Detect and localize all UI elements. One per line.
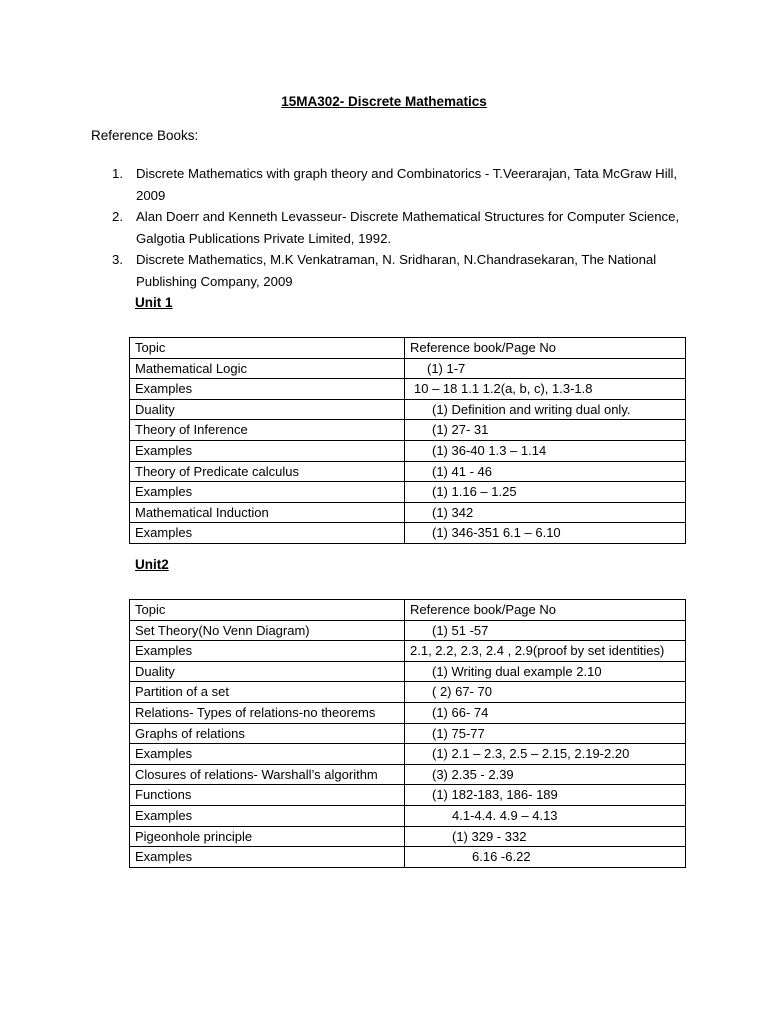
topic-cell: Examples: [130, 744, 405, 765]
reference-number: 1.: [112, 166, 123, 181]
topic-cell: Functions: [130, 785, 405, 806]
unit2-title: Unit2: [135, 557, 169, 572]
table-header-row: [130, 338, 686, 359]
reference-cell: (1) 41 - 46: [405, 461, 686, 482]
reference-number: 2.: [112, 209, 123, 224]
reference-cell: (1) 27- 31: [405, 420, 686, 441]
reference-cell: (1) 346-351 6.1 – 6.10: [405, 523, 686, 544]
reference-cell: (1) Definition and writing dual only.: [405, 399, 686, 420]
table-row: [130, 620, 686, 641]
header-reference: Reference book/Page No: [405, 338, 686, 359]
reference-cell: (1) 36-40 1.3 – 1.14: [405, 440, 686, 461]
reference-cell: (1) 66- 74: [405, 702, 686, 723]
unit2-table: [129, 599, 686, 868]
topic-cell: Examples: [130, 805, 405, 826]
topic-cell: Examples: [130, 847, 405, 868]
table-row: [130, 440, 686, 461]
reference-cell: (1) 51 -57: [405, 620, 686, 641]
table-row: [130, 826, 686, 847]
topic-cell: Theory of Inference: [130, 420, 405, 441]
table-row: [130, 482, 686, 503]
reference-cell: (1) 342: [405, 502, 686, 523]
table-row: [130, 379, 686, 400]
reference-cell: (1) 329 - 332: [405, 826, 686, 847]
table-header-row: [130, 600, 686, 621]
reference-cell: (1) Writing dual example 2.10: [405, 661, 686, 682]
reference-cell: (1) 1-7: [405, 358, 686, 379]
topic-cell: Theory of Predicate calculus: [130, 461, 405, 482]
reference-text: Discrete Mathematics, M.K Venkatraman, N. Sridharan, N.Chandrasekaran, The National Publishing Company, 2009: [136, 252, 657, 289]
header-topic: Topic: [130, 600, 405, 621]
reference-cell: ( 2) 67- 70: [405, 682, 686, 703]
table-row: [130, 399, 686, 420]
reference-cell: (1) 182-183, 186- 189: [405, 785, 686, 806]
table-row: [130, 682, 686, 703]
table-row: [130, 502, 686, 523]
reference-text: Discrete Mathematics with graph theory and Combinatorics - T.Veerarajan, Tata McGraw Hill, 2009: [136, 166, 678, 203]
reference-cell: (1) 1.16 – 1.25: [405, 482, 686, 503]
topic-cell: Set Theory(No Venn Diagram): [130, 620, 405, 641]
topic-cell: Duality: [130, 399, 405, 420]
table-row: [130, 661, 686, 682]
table-row: [130, 764, 686, 785]
table-row: [130, 847, 686, 868]
reference-item: [112, 163, 682, 206]
unit1-table: [129, 337, 686, 544]
table-row: [130, 641, 686, 662]
table-row: [130, 744, 686, 765]
reference-cell: 10 – 18 1.1 1.2(a, b, c), 1.3-1.8: [405, 379, 686, 400]
topic-cell: Examples: [130, 379, 405, 400]
table-row: [130, 723, 686, 744]
topic-cell: Examples: [130, 440, 405, 461]
reference-books-heading: Reference Books:: [91, 128, 199, 143]
document-title: 15MA302- Discrete Mathematics: [281, 94, 487, 109]
topic-cell: Mathematical Induction: [130, 502, 405, 523]
reference-cell: 6.16 -6.22: [405, 847, 686, 868]
table-row: [130, 805, 686, 826]
table-row: [130, 358, 686, 379]
reference-cell: (1) 75-77: [405, 723, 686, 744]
topic-cell: Pigeonhole principle: [130, 826, 405, 847]
topic-cell: Graphs of relations: [130, 723, 405, 744]
unit1-title: Unit 1: [135, 295, 173, 310]
reference-text: Alan Doerr and Kenneth Levasseur- Discrete Mathematical Structures for Computer Science, Galgotia Publications Private Limited, 1992.: [136, 209, 680, 246]
reference-cell: (3) 2.35 - 2.39: [405, 764, 686, 785]
topic-cell: Duality: [130, 661, 405, 682]
header-topic: Topic: [130, 338, 405, 359]
table-row: [130, 523, 686, 544]
table-row: [130, 785, 686, 806]
table-row: [130, 461, 686, 482]
table-row: [130, 420, 686, 441]
topic-cell: Partition of a set: [130, 682, 405, 703]
topic-cell: Examples: [130, 641, 405, 662]
reference-number: 3.: [112, 252, 123, 267]
topic-cell: Relations- Types of relations-no theorems: [130, 702, 405, 723]
reference-item: [112, 206, 682, 249]
reference-cell: 4.1-4.4. 4.9 – 4.13: [405, 805, 686, 826]
reference-cell: 2.1, 2.2, 2.3, 2.4 , 2.9(proof by set identities): [405, 641, 686, 662]
header-reference: Reference book/Page No: [405, 600, 686, 621]
reference-item: [112, 249, 682, 292]
topic-cell: Examples: [130, 523, 405, 544]
reference-list: [112, 163, 682, 292]
reference-cell: (1) 2.1 – 2.3, 2.5 – 2.15, 2.19-2.20: [405, 744, 686, 765]
table-row: [130, 702, 686, 723]
topic-cell: Closures of relations- Warshall’s algorithm: [130, 764, 405, 785]
topic-cell: Examples: [130, 482, 405, 503]
topic-cell: Mathematical Logic: [130, 358, 405, 379]
